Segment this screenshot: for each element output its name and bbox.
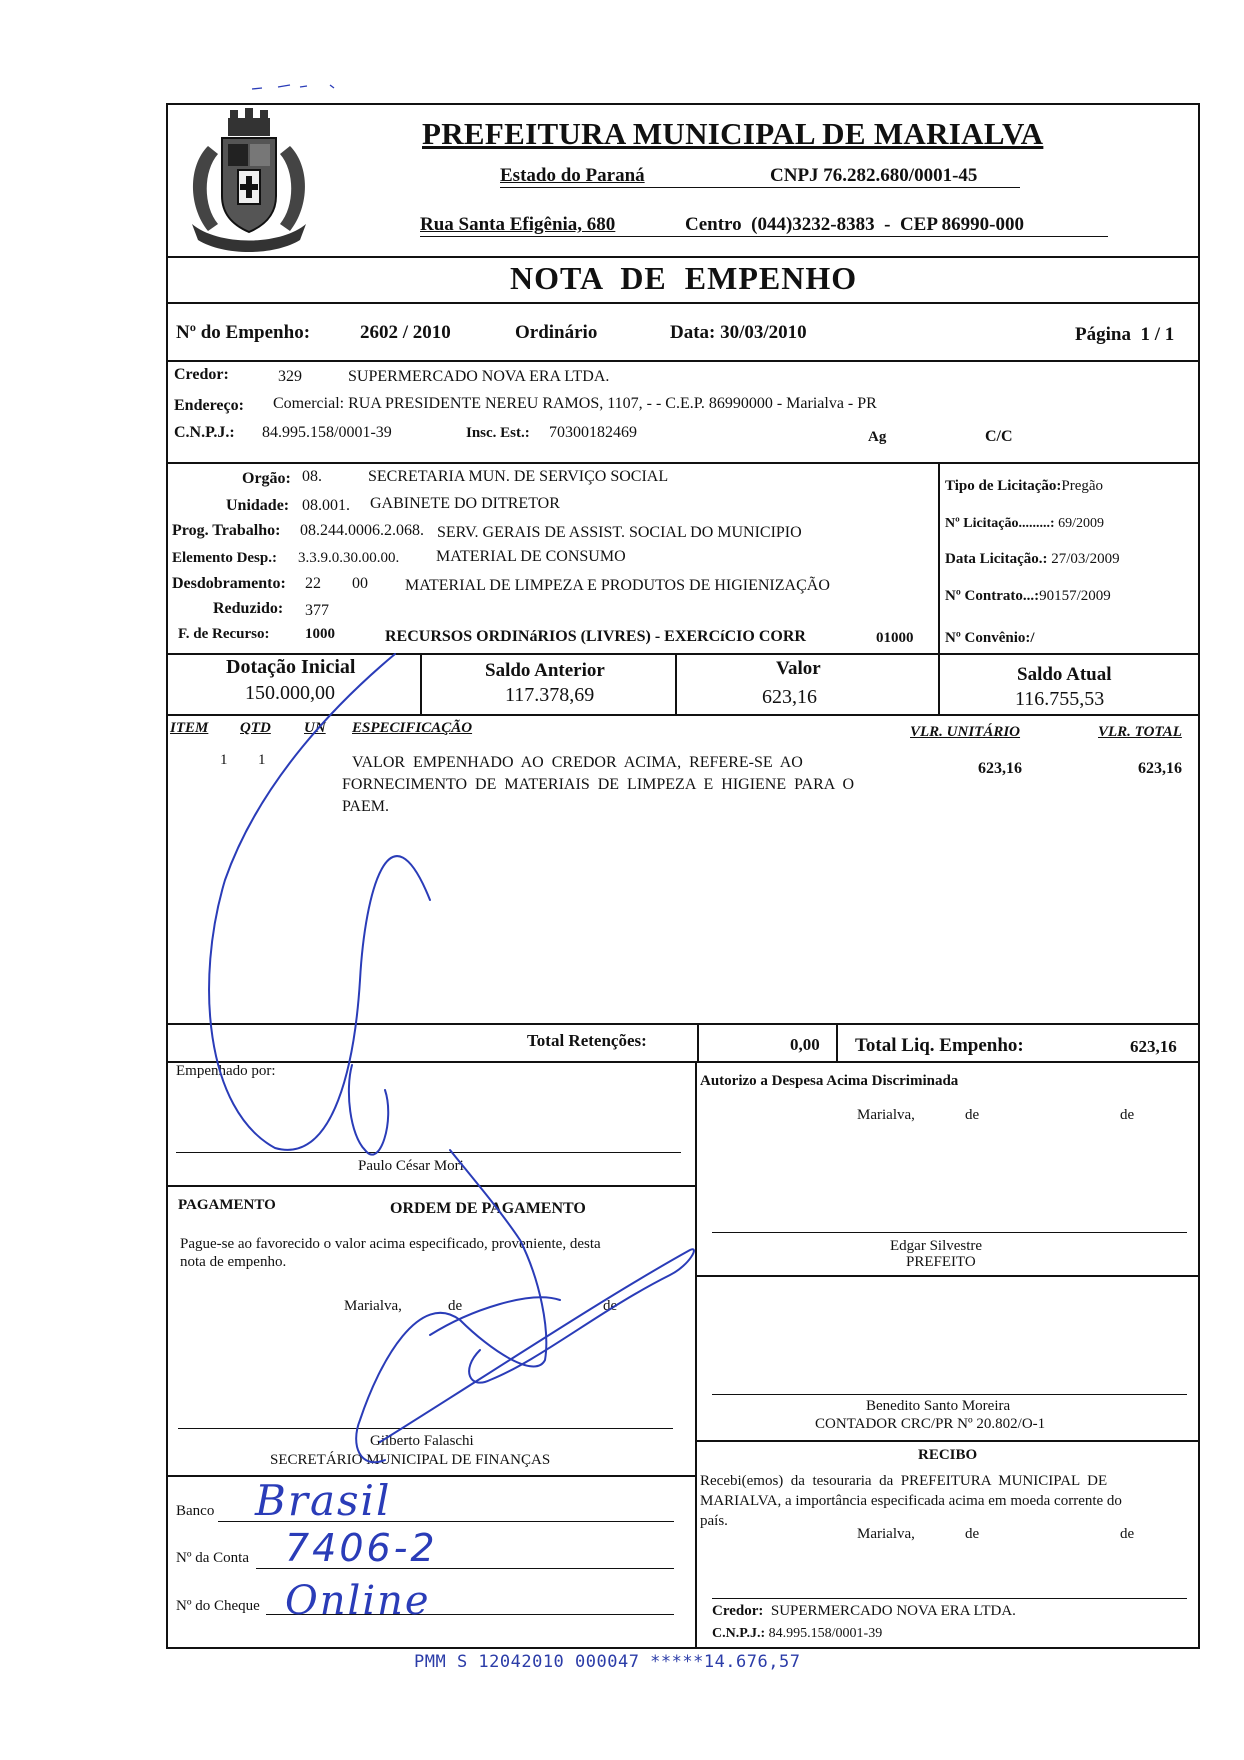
pague-line2: nota de empenho. [180,1254,287,1270]
valor-label: Valor [776,658,821,679]
municipal-cnpj: CNPJ 76.282.680/0001-45 [770,165,978,186]
document-title: NOTA DE EMPENHO [510,260,858,296]
cc-label: C/C [985,428,1013,445]
saldo-anterior-label: Saldo Anterior [485,660,605,681]
reduzido-label: Reduzido: [213,600,284,617]
col-vlr-total: VLR. TOTAL [1098,724,1182,740]
unidade-value: GABINETE DO DITRETOR [370,495,560,512]
contador-role: CONTADOR CRC/PR Nº 20.802/O-1 [815,1416,1046,1432]
ordem-pagamento-label: ORDEM DE PAGAMENTO [390,1200,586,1217]
recibo-cnpj: C.N.P.J.: 84.995.158/0001-39 [712,1626,883,1641]
address-label: Rua Santa Efigênia, 680 [420,214,616,235]
ordem-marialva: Marialva, [344,1298,402,1314]
prog-code: 08.244.0006.2.068. [300,522,424,539]
contrato-label: Nº Contrato...:90157/2009 [945,588,1111,604]
banco-label: Banco [176,1503,215,1519]
liquido-value: 623,16 [1130,1037,1177,1056]
licitacao-tipo-label: Tipo de Licitação:Pregão [945,478,1104,494]
divider [166,714,1200,716]
signature-line [712,1598,1187,1599]
divider [938,653,940,714]
banco-handwritten: Brasil [255,1476,392,1525]
saldo-atual-label: Saldo Atual [1017,664,1112,685]
valor-value: 623,16 [762,686,817,708]
credor-label: Credor: [174,366,229,383]
recibo-de2: de [1120,1526,1135,1542]
coat-of-arms-icon [178,106,320,252]
pague-line1: Pague-se ao favorecido o valor acima especificado, proveniente, desta [180,1236,601,1252]
prog-value: SERV. GERAIS DE ASSIST. SOCIAL DO MUNICIPIO [437,524,802,541]
page-title: PREFEITURA MUNICIPAL DE MARIALVA [422,116,1044,151]
recibo-marialva: Marialva, [857,1526,915,1542]
item-total-value: 623,16 [1138,760,1182,777]
prefeito-name: Edgar Silvestre [890,1238,983,1254]
recibo-de1: de [965,1526,980,1542]
divider [166,1475,696,1477]
recibo-title: RECIBO [918,1447,978,1463]
secretario-role: SECRETÁRIO MUNICIPAL DE FINANÇAS [270,1452,551,1468]
elemento-value: MATERIAL DE CONSUMO [436,548,626,565]
recibo-credor: Credor: SUPERMERCADO NOVA ERA LTDA. [712,1603,1016,1619]
cheque-handwritten: Online [285,1578,431,1624]
desdobramento-value: MATERIAL DE LIMPEZA E PRODUTOS DE HIGIENIZAÇÃO [405,577,830,594]
contact-label: Centro (044)3232-8383 - CEP 86990-000 [685,214,1024,235]
saldo-anterior-value: 117.378,69 [505,684,595,706]
state-label: Estado do Paraná [500,165,645,186]
desdobramento-label: Desdobramento: [172,575,286,592]
divider [695,1061,697,1649]
signature-line [712,1232,1187,1233]
ag-label: Ag [868,429,887,445]
recurso-value: RECURSOS ORDINáRIOS (LIVRES) - EXERCíCIO CORR [385,628,806,645]
empenho-type: Ordinário [515,322,598,343]
empenho-number-label: Nº do Empenho: [176,322,311,343]
item-qtd: 1 [258,752,266,768]
licitacao-data-label: Data Licitação.: 27/03/2009 [945,551,1120,567]
autorizo-de1: de [965,1107,980,1123]
insc-value: 70300182469 [549,424,637,441]
orgao-value: SECRETARIA MUN. DE SERVIÇO SOCIAL [368,468,669,485]
divider [420,653,422,714]
col-qtd: QTD [240,720,271,736]
item-unit-value: 623,16 [978,760,1022,777]
divider [836,1023,838,1061]
endereco-value: Comercial: RUA PRESIDENTE NEREU RAMOS, 1107, - - C.E.P. 86990000 - Marialva - PR [273,395,877,412]
retencoes-value: 0,00 [790,1035,820,1054]
saldo-atual-value: 116.755,53 [1015,688,1105,710]
divider [166,653,1200,655]
state-underline [500,187,1020,188]
reduzido-value: 377 [305,602,329,619]
unidade-label: Unidade: [226,497,290,514]
item-desc-line2: FORNECIMENTO DE MATERIAIS DE LIMPEZA E HIGIENE PARA O [342,776,855,793]
divider [166,360,1200,362]
elemento-code: 3.3.9.0.30.00.00. [298,550,400,566]
divider [697,1023,699,1061]
divider [938,462,940,654]
orgao-code: 08. [302,468,322,485]
desdobramento-code1: 22 [305,575,321,592]
divider [166,1061,1200,1063]
divider [695,1440,1200,1442]
endereco-label: Endereço: [174,397,244,414]
orgao-label: Orgão: [242,470,291,487]
retencoes-label: Total Retenções: [527,1031,647,1050]
conta-label: Nº da Conta [176,1550,249,1566]
divider [166,1185,696,1187]
recibo-line3: país. [700,1513,728,1529]
autorizo-marialva: Marialva, [857,1107,915,1123]
credor-cnpj: 84.995.158/0001-39 [262,424,392,441]
col-vlr-unitario: VLR. UNITÁRIO [910,724,1021,740]
item-number: 1 [220,752,228,768]
autorizo-de2: de [1120,1107,1135,1123]
item-desc-line1: VALOR EMPENHADO AO CREDOR ACIMA, REFERE-SE AO [352,754,803,771]
pagamento-label: PAGAMENTO [178,1197,276,1213]
credor-cnpj-label: C.N.P.J.: [174,424,235,441]
autorizo-label: Autorizo a Despesa Acima Discriminada [700,1073,959,1089]
secretario-name: Gilberto Falaschi [370,1433,474,1449]
recurso-code: 1000 [305,626,335,642]
col-especificacao: ESPECIFICAÇÃO [352,720,473,736]
dotacao-value: 150.000,00 [245,682,335,704]
col-item: ITEM [170,720,209,736]
credor-name: SUPERMERCADO NOVA ERA LTDA. [348,368,610,385]
recurso-code2: 01000 [876,630,914,646]
ordem-de2: de [603,1298,618,1314]
conta-handwritten: 7406-2 [285,1526,438,1570]
recurso-label: F. de Recurso: [178,626,270,642]
col-un: UN [304,720,326,736]
empenho-date: Data: 30/03/2010 [670,322,807,343]
contador-name: Benedito Santo Moreira [866,1398,1011,1414]
elemento-label: Elemento Desp.: [172,550,277,566]
empenho-number: 2602 / 2010 [360,322,451,343]
page-indicator: Página 1 / 1 [1075,324,1175,345]
divider [166,462,1200,464]
prefeito-role: PREFEITO [906,1254,976,1270]
cheque-label: Nº do Cheque [176,1598,260,1614]
footer-stamp: PMM S 12042010 000047 *****14.676,57 [414,1652,801,1672]
divider [166,302,1200,304]
signature-line [178,1428,673,1429]
unidade-code: 08.001. [302,497,350,514]
empenhado-name: Paulo César Mori [358,1158,464,1174]
signature-line [176,1152,681,1153]
licitacao-num-label: Nº Licitação.........: 69/2009 [945,516,1104,531]
ordem-de1: de [448,1298,463,1314]
convenio-label: Nº Convênio:/ [945,630,1035,646]
recibo-line1: Recebi(emos) da tesouraria da PREFEITURA MUNICIPAL DE [700,1473,1108,1489]
liquido-label: Total Liq. Empenho: [855,1035,1024,1056]
address-underline [420,236,1108,237]
signature-line [712,1394,1187,1395]
recibo-line2: MARIALVA, a importância especificada acima em moeda corrente do [700,1493,1122,1509]
credor-code: 329 [278,368,302,385]
empenhado-label: Empenhado por: [176,1063,276,1079]
divider [166,256,1200,258]
insc-label: Insc. Est.: [466,425,530,441]
prog-label: Prog. Trabalho: [172,522,281,539]
item-desc-line3: PAEM. [342,798,389,815]
divider [695,1275,1200,1277]
desdobramento-code2: 00 [352,575,368,592]
divider [166,1023,1200,1025]
dotacao-label: Dotação Inicial [226,656,356,678]
divider [675,653,677,714]
